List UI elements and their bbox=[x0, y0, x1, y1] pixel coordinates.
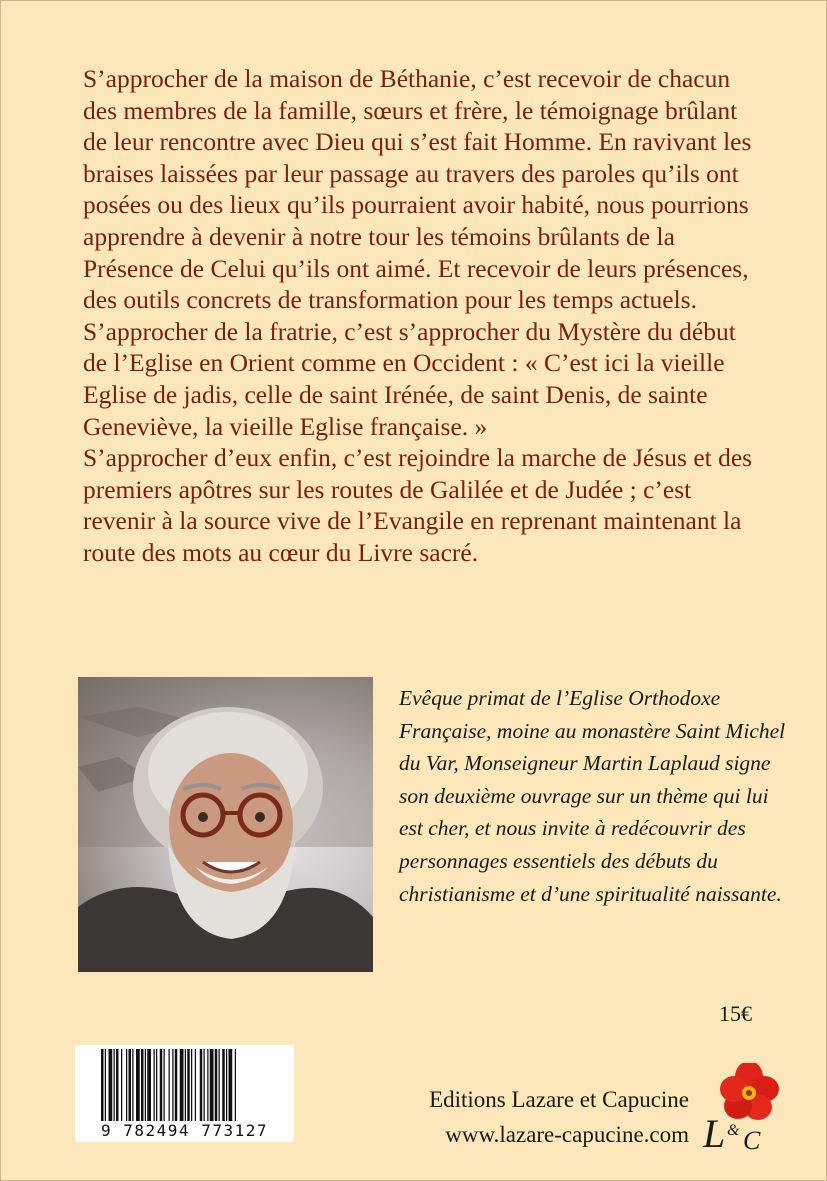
barcode-bar bbox=[229, 1049, 233, 1121]
barcode-bar bbox=[195, 1049, 196, 1121]
isbn-number: 9 782494 773127 bbox=[75, 1121, 294, 1140]
barcode-bar bbox=[169, 1049, 170, 1121]
barcode-bar bbox=[156, 1049, 157, 1121]
barcode-bar bbox=[215, 1049, 218, 1121]
barcode-bar bbox=[226, 1049, 227, 1121]
barcode-bar bbox=[172, 1049, 173, 1121]
publisher-logo bbox=[697, 1063, 789, 1153]
barcode-bar bbox=[160, 1049, 163, 1121]
barcode-bar bbox=[121, 1049, 122, 1121]
barcode-bar bbox=[222, 1049, 225, 1121]
barcode-bar bbox=[154, 1049, 155, 1121]
svg-text:C: C bbox=[743, 1126, 761, 1153]
barcode-bar bbox=[114, 1049, 115, 1121]
barcode-bar bbox=[132, 1049, 133, 1121]
barcode-bar bbox=[147, 1049, 151, 1121]
barcode-bar bbox=[116, 1049, 119, 1121]
barcode-bar bbox=[101, 1049, 104, 1121]
barcode-bar bbox=[141, 1049, 144, 1121]
svg-text:L: L bbox=[703, 1111, 726, 1153]
publisher-name: Editions Lazare et Capucine bbox=[429, 1087, 689, 1112]
barcode-bar bbox=[210, 1049, 214, 1121]
publisher-info bbox=[399, 1082, 689, 1152]
barcode-bar bbox=[175, 1049, 178, 1121]
isbn-barcode bbox=[75, 1045, 294, 1142]
summary-paragraph-2: S’approcher de la fratrie, c’est s’approcher du Mystère du début de l’Eglise en Orient comme en Occident : « C’est ici la vieille Eglise de jadis, celle de saint Irénée, de saint Denis, de sainte Geneviève, la vieille Eglise française. » bbox=[83, 316, 736, 441]
barcode-bar bbox=[129, 1049, 132, 1121]
barcode-bar bbox=[187, 1049, 190, 1121]
barcode-bar bbox=[164, 1049, 165, 1121]
barcode-bar bbox=[200, 1049, 203, 1121]
barcode-bar bbox=[180, 1049, 184, 1121]
barcode-bar bbox=[219, 1049, 220, 1121]
barcode-bar bbox=[136, 1049, 140, 1121]
barcode-bar bbox=[145, 1049, 146, 1121]
barcode-bar bbox=[109, 1049, 113, 1121]
price: 15€ bbox=[719, 1001, 752, 1026]
publisher-url[interactable]: www.lazare-capucine.com bbox=[445, 1122, 689, 1147]
barcode-bar bbox=[204, 1049, 205, 1121]
barcode-bar bbox=[207, 1049, 208, 1121]
barcode-bar bbox=[105, 1049, 106, 1121]
summary-text bbox=[83, 63, 763, 569]
author-bio: Evêque primat de l’Eglise Orthodoxe Française, moine au monastère Saint Michel du Var, Monseigneur Martin Laplaud signe son deuxième ouvrage sur un thème qui lui est cher, et nous invite à redécouvrir des personnages essentiels des débuts du christianisme et d’une spiritualité naissante. bbox=[399, 686, 786, 906]
barcode-bar bbox=[191, 1049, 192, 1121]
barcode-bar bbox=[185, 1049, 186, 1121]
svg-text:&: & bbox=[727, 1122, 740, 1139]
author-photo bbox=[78, 677, 373, 972]
summary-paragraph-3: S’approcher d’eux enfin, c’est rejoindre la marche de Jésus et des premiers apôtres sur les routes de Galilée et de Judée ; c’est revenir à la source vive de l’Evangile en reprenant maintenant la route des mots au cœur du Livre sacré. bbox=[83, 443, 753, 567]
summary-paragraph-1: S’approcher de la maison de Béthanie, c’est recevoir de chacun des membres de la famille, sœurs et frère, le témoignage brûlant de leur rencontre avec Dieu qui s’est fait Homme. En ravivant les braises laissées par leur passage au travers des paroles qu’ils ont posées ou des lieux qu’ils pourraient avoir habité, nous pourrions apprendre à devenir à notre tour les témoins brûlants de la Présence de Celui qu’ils ont aimé. Et recevoir de leurs présences, des outils concrets de transformation pour les temps actuels. bbox=[83, 64, 752, 315]
barcode-bar bbox=[126, 1049, 127, 1121]
barcode-bar bbox=[235, 1049, 236, 1121]
